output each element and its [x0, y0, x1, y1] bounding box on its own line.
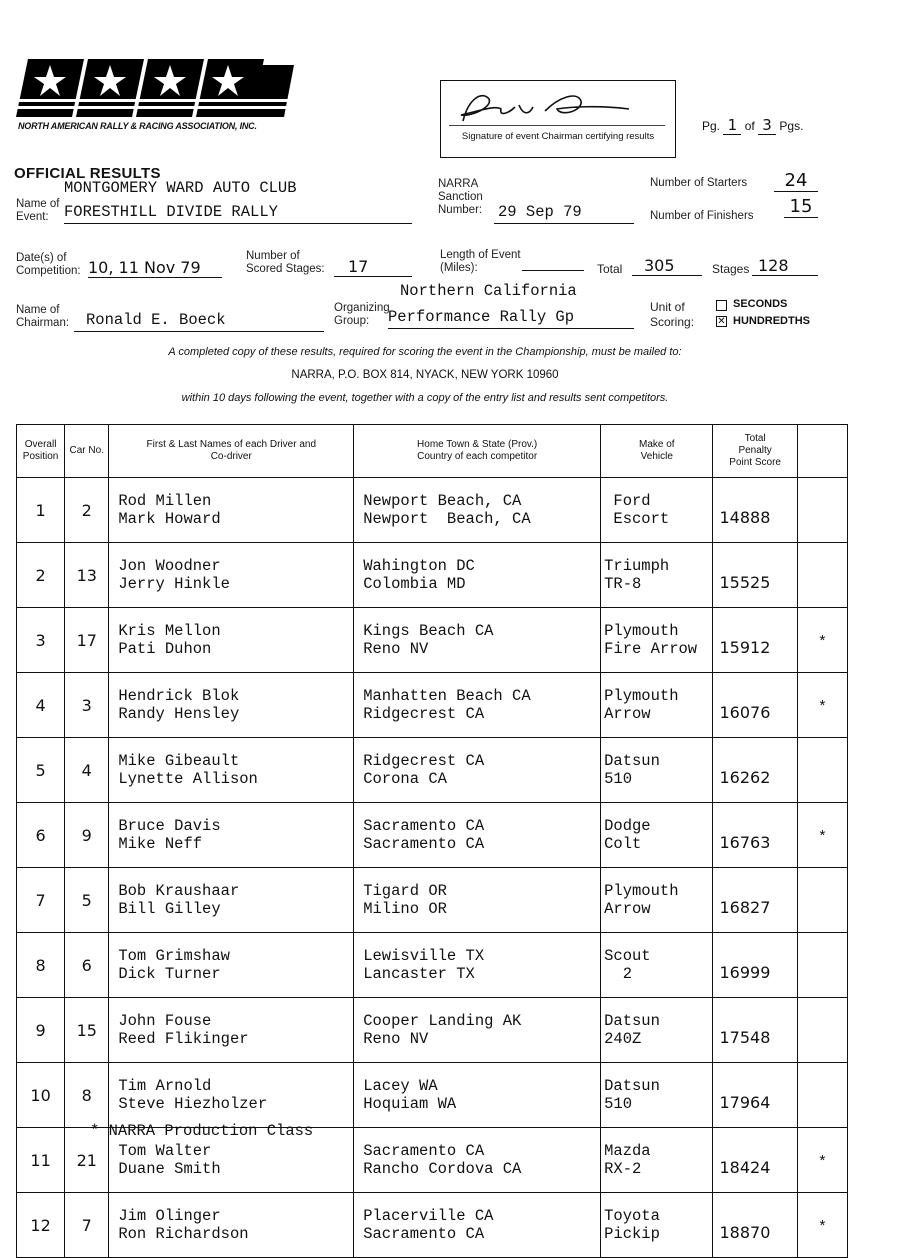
- notice-line3: within 10 days following the event, together with a copy of the entry list and results sent competitors.: [181, 392, 669, 404]
- driver-name: Bruce Davis: [118, 817, 221, 835]
- codriver-hometown: Hoquiam WA: [363, 1095, 457, 1113]
- score-cell: 14888: [713, 478, 797, 543]
- seconds-checkbox[interactable]: [716, 300, 727, 311]
- names-cell: [109, 673, 354, 738]
- vehicle-model: Escort: [604, 510, 670, 528]
- driver-name: Jon Woodner: [118, 557, 221, 575]
- car-number-cell: 6: [65, 933, 109, 998]
- dates-value: 10, 11 Nov 79: [88, 258, 222, 278]
- unit-label: Unit of Scoring:: [650, 300, 695, 329]
- position-cell: 2: [17, 543, 65, 608]
- position-cell: 8: [17, 933, 65, 998]
- codriver-hometown: Sacramento CA: [363, 835, 485, 853]
- header-home-town: Home Town & State (Prov.) Country of each competitor: [354, 425, 601, 478]
- codriver-hometown: Ridgecrest CA: [363, 705, 485, 723]
- codriver-name: Steve Hiezholzer: [118, 1095, 268, 1113]
- driver-name: Rod Millen: [118, 492, 212, 510]
- car-number-cell: 15: [65, 998, 109, 1063]
- driver-name: Jim Olinger: [118, 1207, 221, 1225]
- production-class-mark: *: [797, 1128, 847, 1193]
- table-row: [17, 673, 848, 738]
- car-number-cell: 21: [65, 1128, 109, 1193]
- score-cell: 16827: [713, 868, 797, 933]
- table-row: [17, 998, 848, 1063]
- driver-hometown: Wahington DC: [363, 557, 475, 575]
- production-class-mark: [797, 478, 847, 543]
- names-cell: [109, 738, 354, 803]
- table-row: [17, 868, 848, 933]
- scored-stages-label: Number of Scored Stages:: [246, 250, 325, 275]
- codriver-hometown: Sacramento CA: [363, 1225, 485, 1243]
- codriver-hometown: Reno NV: [363, 640, 429, 658]
- table-row: [17, 1193, 848, 1258]
- car-number-cell: 3: [65, 673, 109, 738]
- position-cell: 7: [17, 868, 65, 933]
- production-class-mark: [797, 998, 847, 1063]
- driver-name: Kris Mellon: [118, 622, 221, 640]
- driver-hometown: Lewisville TX: [363, 947, 485, 965]
- total-label: Total: [597, 262, 623, 276]
- vehicle-make: Plymouth: [604, 687, 679, 705]
- driver-hometown: Placerville CA: [363, 1207, 494, 1225]
- make-cell: [601, 1063, 713, 1128]
- org-label: Organizing Group:: [334, 302, 390, 327]
- signature-line: [449, 125, 665, 126]
- narra-logo-graphic: [14, 55, 296, 121]
- names-cell: [109, 478, 354, 543]
- length-label: Length of Event (Miles):: [440, 249, 521, 274]
- codriver-name: Duane Smith: [118, 1160, 221, 1178]
- make-cell: [601, 803, 713, 868]
- sanction-number: 29 Sep 79: [494, 203, 634, 224]
- make-cell: [601, 1193, 713, 1258]
- association-name: NORTH AMERICAN RALLY & RACING ASSOCIATION, INC.: [18, 121, 257, 131]
- position-cell: 4: [17, 673, 65, 738]
- driver-hometown: Newport Beach, CA: [363, 492, 522, 510]
- pages-label: Pgs.: [779, 119, 804, 133]
- vehicle-model: 510: [604, 770, 632, 788]
- codriver-hometown: Reno NV: [363, 1030, 429, 1048]
- driver-hometown: Lacey WA: [363, 1077, 438, 1095]
- score-cell: 16076: [713, 673, 797, 738]
- vehicle-make: Datsun: [604, 752, 660, 770]
- car-number-cell: 9: [65, 803, 109, 868]
- driver-hometown: Sacramento CA: [363, 1142, 485, 1160]
- vehicle-make: Mazda: [604, 1142, 651, 1160]
- codriver-name: Mike Neff: [118, 835, 203, 853]
- page-indicator: [702, 116, 803, 135]
- position-cell: 12: [17, 1193, 65, 1258]
- names-cell: [109, 933, 354, 998]
- hometown-cell: [354, 1128, 601, 1193]
- header-names: First & Last Names of each Driver and Co-driver: [109, 425, 354, 478]
- event-name-line1: MONTGOMERY WARD AUTO CLUB: [64, 179, 297, 197]
- hometown-cell: [354, 803, 601, 868]
- make-cell: [601, 478, 713, 543]
- driver-hometown: Manhatten Beach CA: [363, 687, 531, 705]
- position-cell: 5: [17, 738, 65, 803]
- car-number-cell: 5: [65, 868, 109, 933]
- score-cell: 16262: [713, 738, 797, 803]
- score-cell: 15912: [713, 608, 797, 673]
- vehicle-make: Dodge: [604, 817, 651, 835]
- driver-name: Tom Walter: [118, 1142, 212, 1160]
- header-position: Overall Position: [17, 425, 65, 478]
- finishers-value: 15: [784, 196, 818, 218]
- driver-hometown: Tigard OR: [363, 882, 447, 900]
- vehicle-model: 510: [604, 1095, 632, 1113]
- hometown-cell: [354, 868, 601, 933]
- make-cell: [601, 868, 713, 933]
- driver-name: John Fouse: [118, 1012, 212, 1030]
- codriver-hometown: Colombia MD: [363, 575, 466, 593]
- driver-hometown: Cooper Landing AK: [363, 1012, 522, 1030]
- header-score: Total Penalty Point Score: [713, 425, 797, 478]
- codriver-hometown: Milino OR: [363, 900, 447, 918]
- vehicle-model: 2: [604, 965, 632, 983]
- results-header-row: [17, 425, 848, 478]
- header-class-mark: [797, 425, 847, 478]
- table-row: [17, 478, 848, 543]
- header-make: Make of Vehicle: [601, 425, 713, 478]
- notice-address: NARRA, P.O. BOX 814, NYACK, NEW YORK 10960: [291, 369, 559, 381]
- hometown-cell: [354, 1193, 601, 1258]
- car-number-cell: 17: [65, 608, 109, 673]
- codriver-name: Lynette Allison: [118, 770, 258, 788]
- score-cell: 16999: [713, 933, 797, 998]
- scored-stages-value: 17: [334, 257, 412, 277]
- names-cell: [109, 543, 354, 608]
- names-cell: [109, 803, 354, 868]
- official-results-heading: OFFICIAL RESULTS: [14, 165, 161, 182]
- notice-line1: A completed copy of these results, required for scoring the event in the Championship, must be mailed to:: [168, 346, 682, 358]
- table-row: [17, 803, 848, 868]
- make-cell: [601, 1128, 713, 1193]
- vehicle-make: Toyota: [604, 1207, 660, 1225]
- score-cell: 18870: [713, 1193, 797, 1258]
- table-row: [17, 543, 848, 608]
- make-cell: [601, 543, 713, 608]
- car-number-cell: 2: [65, 478, 109, 543]
- names-cell: [109, 998, 354, 1063]
- score-cell: 17964: [713, 1063, 797, 1128]
- codriver-name: Jerry Hinkle: [118, 575, 230, 593]
- vehicle-make: Datsun: [604, 1077, 660, 1095]
- vehicle-model: TR-8: [604, 575, 642, 593]
- make-cell: [601, 998, 713, 1063]
- driver-name: Hendrick Blok: [118, 687, 240, 705]
- footnote: * NARRA Production Class: [90, 1122, 314, 1140]
- codriver-name: Randy Hensley: [118, 705, 240, 723]
- length-blank: [522, 270, 584, 271]
- vehicle-make: Triumph: [604, 557, 670, 575]
- car-number-cell: 7: [65, 1193, 109, 1258]
- sanction-label: NARRA Sanction Number:: [438, 178, 483, 216]
- vehicle-model: Colt: [604, 835, 642, 853]
- car-number-cell: 4: [65, 738, 109, 803]
- total-miles: 305: [632, 256, 702, 276]
- position-cell: 10: [17, 1063, 65, 1128]
- codriver-hometown: Lancaster TX: [363, 965, 475, 983]
- driver-hometown: Kings Beach CA: [363, 622, 494, 640]
- driver-hometown: Ridgecrest CA: [363, 752, 485, 770]
- vehicle-make: Plymouth: [604, 622, 679, 640]
- vehicle-model: Arrow: [604, 705, 651, 723]
- car-number-cell: 13: [65, 543, 109, 608]
- make-cell: [601, 738, 713, 803]
- production-class-mark: [797, 933, 847, 998]
- position-cell: 9: [17, 998, 65, 1063]
- vehicle-model: Pickip: [604, 1225, 660, 1243]
- make-cell: [601, 608, 713, 673]
- production-class-mark: *: [797, 1193, 847, 1258]
- driver-name: Bob Kraushaar: [118, 882, 240, 900]
- driver-name: Tim Arnold: [118, 1077, 212, 1095]
- names-cell: [109, 1063, 354, 1128]
- page-of-label: of: [744, 119, 755, 133]
- score-cell: 18424: [713, 1128, 797, 1193]
- table-row: [17, 933, 848, 998]
- hometown-cell: [354, 998, 601, 1063]
- production-class-mark: *: [797, 803, 847, 868]
- signature-box: [440, 80, 676, 158]
- hundredths-checkbox[interactable]: ✕: [717, 316, 726, 327]
- position-cell: 6: [17, 803, 65, 868]
- car-number-cell: 8: [65, 1063, 109, 1128]
- production-class-mark: [797, 868, 847, 933]
- codriver-hometown: Rancho Cordova CA: [363, 1160, 522, 1178]
- seconds-option: SECONDS: [733, 298, 788, 310]
- driver-name: Mike Gibeault: [118, 752, 240, 770]
- table-row: [17, 1063, 848, 1128]
- hometown-cell: [354, 738, 601, 803]
- hometown-cell: [354, 1063, 601, 1128]
- codriver-name: Dick Turner: [118, 965, 221, 983]
- codriver-name: Reed Flikinger: [118, 1030, 249, 1048]
- codriver-name: Mark Howard: [118, 510, 221, 528]
- hometown-cell: [354, 608, 601, 673]
- vehicle-model: Arrow: [604, 900, 651, 918]
- chairman-label: Name of Chairman:: [16, 304, 70, 329]
- codriver-hometown: Corona CA: [363, 770, 447, 788]
- position-cell: 11: [17, 1128, 65, 1193]
- production-class-mark: [797, 738, 847, 803]
- make-cell: [601, 933, 713, 998]
- event-name-label: Name of Event:: [16, 198, 60, 223]
- hometown-cell: [354, 478, 601, 543]
- hometown-cell: [354, 933, 601, 998]
- page-label: Pg.: [702, 119, 721, 133]
- org-line2: Performance Rally Gp: [388, 308, 634, 329]
- stage-miles: 128: [752, 256, 818, 276]
- score-cell: 17548: [713, 998, 797, 1063]
- names-cell: [109, 608, 354, 673]
- codriver-name: Pati Duhon: [118, 640, 212, 658]
- driver-name: Tom Grimshaw: [118, 947, 230, 965]
- production-class-mark: [797, 1063, 847, 1128]
- chairman-signature: [449, 87, 669, 127]
- hometown-cell: [354, 543, 601, 608]
- vehicle-make: Plymouth: [604, 882, 679, 900]
- position-cell: 1: [17, 478, 65, 543]
- hundredths-option: HUNDREDTHS: [733, 315, 810, 327]
- codriver-name: Bill Gilley: [118, 900, 221, 918]
- make-cell: [601, 673, 713, 738]
- chairman-name: Ronald E. Boeck: [74, 311, 324, 332]
- codriver-hometown: Newport Beach, CA: [363, 510, 531, 528]
- driver-hometown: Sacramento CA: [363, 817, 485, 835]
- production-class-mark: *: [797, 608, 847, 673]
- codriver-name: Ron Richardson: [118, 1225, 249, 1243]
- names-cell: [109, 1193, 354, 1258]
- dates-label: Date(s) of Competition:: [16, 252, 81, 277]
- table-row: [17, 738, 848, 803]
- vehicle-model: Fire Arrow: [604, 640, 698, 658]
- score-cell: 15525: [713, 543, 797, 608]
- header-car-number: Car No.: [65, 425, 109, 478]
- page-total: 3: [758, 116, 776, 135]
- production-class-mark: [797, 543, 847, 608]
- signature-caption: Signature of event Chairman certifying results: [461, 131, 655, 142]
- starters-value: 24: [774, 170, 818, 192]
- finishers-label: Number of Finishers: [650, 210, 754, 222]
- hometown-cell: [354, 673, 601, 738]
- vehicle-make: Datsun: [604, 1012, 660, 1030]
- org-line1: Northern California: [400, 282, 577, 300]
- table-row: [17, 608, 848, 673]
- vehicle-make: Ford: [604, 492, 651, 510]
- position-cell: 3: [17, 608, 65, 673]
- starters-label: Number of Starters: [650, 177, 748, 189]
- vehicle-make: Scout: [604, 947, 651, 965]
- names-cell: [109, 868, 354, 933]
- stages-label: Stages: [712, 262, 750, 276]
- production-class-mark: *: [797, 673, 847, 738]
- vehicle-model: RX-2: [604, 1160, 642, 1178]
- score-cell: 16763: [713, 803, 797, 868]
- page-number: 1: [723, 116, 741, 135]
- event-name-line2: FORESTHILL DIVIDE RALLY: [64, 203, 412, 224]
- vehicle-model: 240Z: [604, 1030, 642, 1048]
